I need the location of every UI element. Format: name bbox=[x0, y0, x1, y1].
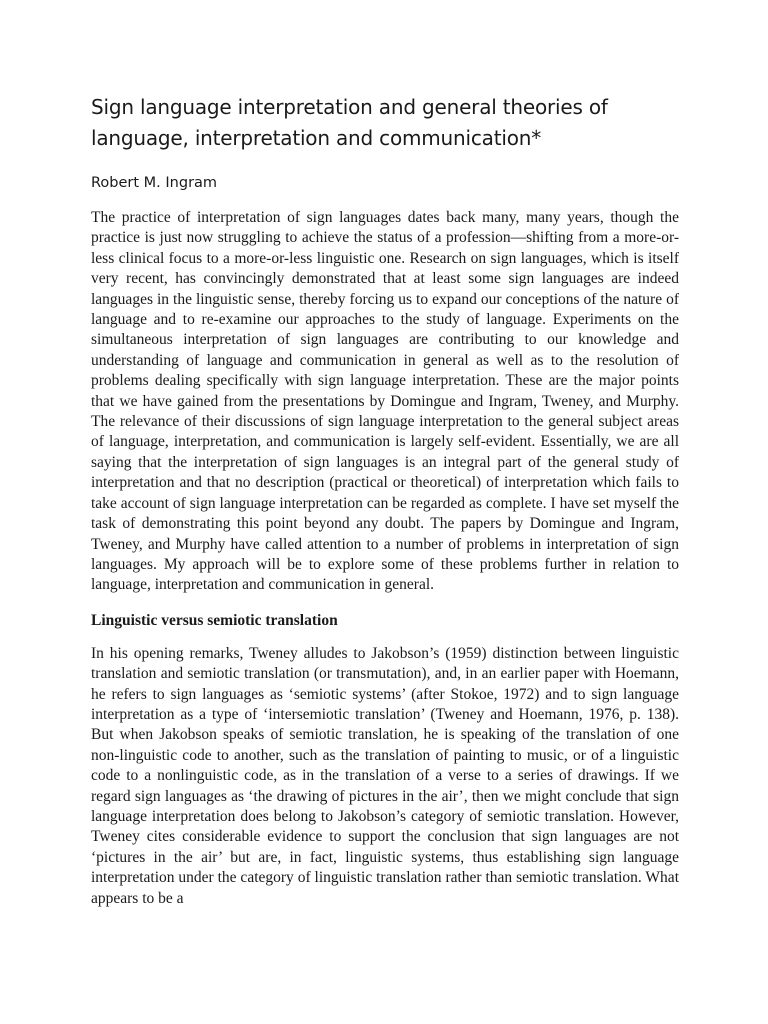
body-paragraph: The practice of interpretation of sign languages dates back many, many years, though the practice is just now struggling to achieve the status of a profession—shifting from a more-or-less clinical focus to a more-or-less linguistic one. Research on sign languages, which is itself very recent, has convincingly demonstrated that at least some sign languages are indeed languages in the linguistic sense, thereby forcing us to expand our conceptions of the nature of language and to re-examine our approaches to the study of language. Experiments on the simultaneous interpretation of sign languages are contributing to our knowledge and understanding of language and communication in general as well as to the resolution of problems dealing specifically with sign language interpretation. These are the major points that we have gained from the presentations by Domingue and Ingram, Tweney, and Murphy. The relevance of their discussions of sign language interpretation to the general subject areas of language, interpretation, and communication is largely self-evident. Essentially, we are all saying that the interpretation of sign languages is an integral part of the general study of interpretation and that no description (practical or theoretical) of interpretation which fails to take account of sign language interpretation can be regarded as complete. I have set myself the task of demonstrating this point beyond any doubt. The papers by Domingue and Ingram, Tweney, and Murphy have called attention to a number of problems in interpretation of sign languages. My approach will be to explore some of these problems further in relation to language, interpretation and communication in general. bbox=[91, 209, 679, 594]
author-name: Robert M. Ingram bbox=[91, 175, 218, 191]
body-paragraph: In his opening remarks, Tweney alludes to Jakobson’s (1959) distinction between linguistic translation and semiotic translation (or transmutation), and, in an earlier paper with Hoemann, he refers to sign languages as ‘semiotic systems’ (after Stokoe, 1972) and to sign language interpretation as a type of ‘intersemiotic translation’ (Tweney and Hoemann, 1976, p. 138). But when Jakobson speaks of semiotic translation, he is speaking of the translation of one non-linguistic code to another, such as the translation of painting to music, or of a linguistic code to a nonlinguistic code, as in the translation of a verse to a series of drawings. If we regard sign languages as ‘the drawing of pictures in the air’, then we might conclude that sign language interpretation does belong to Jakobson’s category of semiotic translation. However, Tweney cites considerable evidence to support the conclusion that sign languages are not ‘pictures in the air’ but are, in fact, linguistic systems, thus establishing sign language interpretation under the category of linguistic translation rather than semiotic translation. What appears to be a bbox=[91, 644, 679, 907]
section-heading: Linguistic versus semiotic translation bbox=[91, 611, 338, 629]
document-title: Sign language interpretation and general theories of language, interpretation and communication* bbox=[91, 95, 608, 150]
document-page bbox=[91, 92, 679, 909]
